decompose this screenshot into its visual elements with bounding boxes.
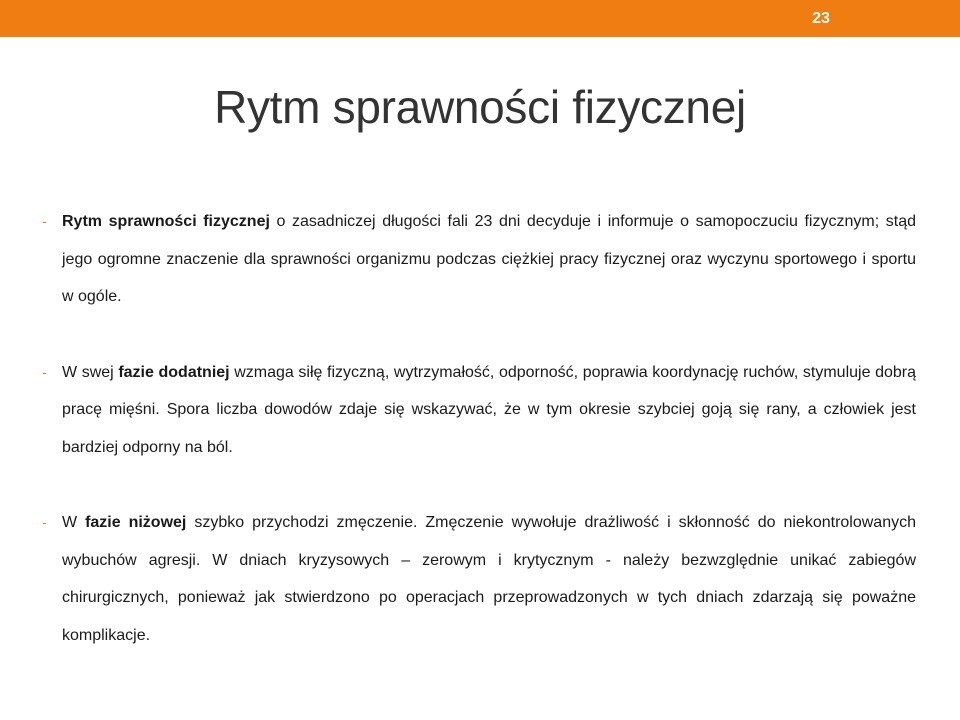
bullet-dash: - bbox=[42, 363, 47, 380]
slide-number: 23 bbox=[812, 10, 830, 27]
bullet-paragraph-3 bbox=[40, 504, 916, 654]
bold-term: fazie dodatniej bbox=[118, 363, 230, 381]
bullet-paragraph-2 bbox=[40, 354, 916, 467]
bold-term: Rytm sprawności fizycznej bbox=[62, 213, 270, 230]
slide-title: Rytm sprawności fizycznej bbox=[214, 81, 746, 133]
paragraph-text: szybko przychodzi zmęczenie. Zmęczenie wywołuje drażliwość i skłonność do niekontrolowanych wybuchów agresji. W dniach kryzysowych – zerowym i krytycznym - należy bezwzględnie unikać zabiegów chirurgicznych, ponieważ jak stwierdzono po operacjach przeprowadzonych w tych dniach zdarzają się poważne komplikacje. bbox=[62, 514, 917, 644]
slide-content bbox=[40, 203, 916, 692]
bullet-paragraph-1 bbox=[40, 203, 916, 316]
paragraph-text: o zasadniczej długości fali 23 dni decyduje i informuje o samopoczuciu fizycznym; stąd jego ogromne znaczenie dla sprawności organizmu podczas ciężkiej pracy fizycznej oraz wyczynu sportowego i sportu w ogóle. bbox=[62, 213, 916, 305]
bold-term: fazie niżowej bbox=[85, 514, 187, 531]
top-accent-bar bbox=[0, 0, 960, 37]
bullet-dash: - bbox=[42, 213, 47, 229]
paragraph-text: wzmaga siłę fizyczną, wytrzymałość, odporność, poprawia koordynację ruchów, stymuluje dobrą pracę mięśni. Spora liczba dowodów zdaje się wskazywać, że w tym okresie szybciej goją się rany, a człowiek jest bardziej odporny na ból. bbox=[62, 363, 917, 456]
paragraph-text: W swej bbox=[62, 363, 119, 381]
bullet-dash: - bbox=[42, 514, 47, 530]
paragraph-text: W bbox=[62, 514, 86, 531]
